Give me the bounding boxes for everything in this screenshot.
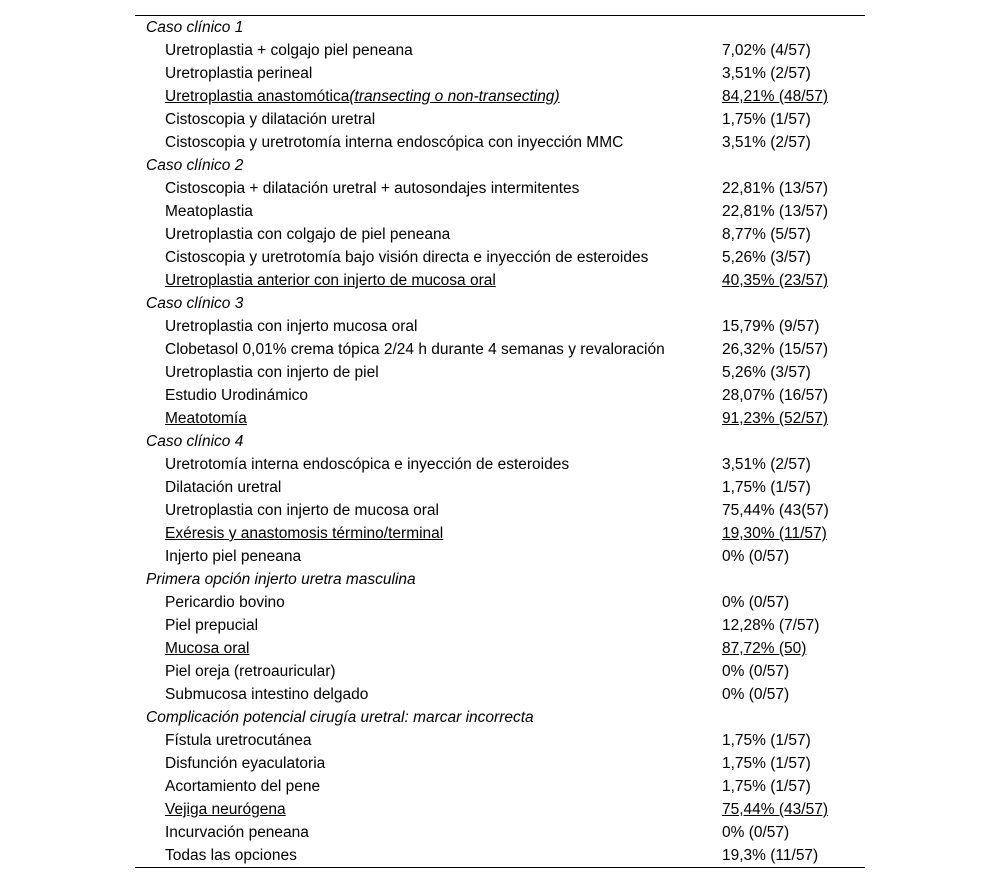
option-label xyxy=(165,315,417,338)
table-row xyxy=(135,591,865,614)
table-row xyxy=(135,177,865,200)
option-text: Uretrotomía interna endoscópica e inyección de esteroides xyxy=(165,456,570,473)
option-percentage: 3,51% (2/57) xyxy=(722,134,811,151)
option-label xyxy=(165,660,336,683)
option-label xyxy=(165,39,413,62)
option-percentage: 84,21% (48/57) xyxy=(722,88,828,105)
option-percentage: 19,30% (11/57) xyxy=(722,525,827,542)
table-row xyxy=(135,821,865,844)
option-text: Piel prepucial xyxy=(165,617,259,634)
option-percentage: 1,75% (1/57) xyxy=(722,479,811,496)
option-percentage: 0% (0/57) xyxy=(722,686,790,703)
option-text: Uretroplastia con injerto mucosa oral xyxy=(165,318,418,335)
option-label xyxy=(165,821,309,844)
option-text: Todas las opciones xyxy=(165,847,297,864)
option-text: Injerto piel peneana xyxy=(165,548,302,565)
table-row xyxy=(135,39,865,62)
option-text: Dilatación uretral xyxy=(165,479,282,496)
option-percentage: 3,51% (2/57) xyxy=(722,65,811,82)
option-label xyxy=(165,269,496,292)
section-header: Caso clínico 4 xyxy=(146,433,244,450)
option-text: Piel oreja (retroauricular) xyxy=(165,663,336,680)
option-percentage: 22,81% (13/57) xyxy=(722,180,828,197)
option-label xyxy=(165,522,443,545)
option-percentage: 0% (0/57) xyxy=(722,594,790,611)
option-percentage: 26,32% (15/57) xyxy=(722,341,828,358)
option-percentage: 7,02% (4/57) xyxy=(722,42,811,59)
option-label xyxy=(165,338,665,361)
option-text: Meatoplastia xyxy=(165,203,253,220)
option-percentage: 1,75% (1/57) xyxy=(722,755,811,772)
option-text: Disfunción eyaculatoria xyxy=(165,755,326,772)
option-text: Cistoscopia y dilatación uretral xyxy=(165,111,376,128)
option-percentage: 0% (0/57) xyxy=(722,548,790,565)
option-percentage: 12,28% (7/57) xyxy=(722,617,820,634)
option-percentage: 1,75% (1/57) xyxy=(722,732,811,749)
option-label xyxy=(165,177,579,200)
table-row xyxy=(135,384,865,407)
option-text: Fístula uretrocutánea xyxy=(165,732,312,749)
table-row xyxy=(135,522,865,545)
option-label xyxy=(165,591,285,614)
option-label xyxy=(165,246,648,269)
option-label xyxy=(165,407,247,430)
option-percentage: 15,79% (9/57) xyxy=(722,318,820,335)
option-text: Estudio Urodinámico xyxy=(165,387,309,404)
option-percentage: 8,77% (5/57) xyxy=(722,226,811,243)
table-row xyxy=(135,752,865,775)
option-percentage: 1,75% (1/57) xyxy=(722,111,811,128)
option-percentage: 28,07% (16/57) xyxy=(722,387,828,404)
table-row xyxy=(135,614,865,637)
option-text: Cistoscopia y uretrotomía bajo visión directa e inyección de esteroides xyxy=(165,249,649,266)
section-header: Caso clínico 1 xyxy=(146,19,244,36)
option-text: Meatotomía xyxy=(165,410,247,427)
option-text: Uretroplastia anterior con injerto de mucosa oral xyxy=(165,272,496,289)
table-row xyxy=(135,108,865,131)
table-row xyxy=(135,269,865,292)
option-percentage: 5,26% (3/57) xyxy=(722,364,811,381)
option-text: Vejiga neurógena xyxy=(165,801,286,818)
option-label xyxy=(165,729,311,752)
option-text: Uretroplastia + colgajo piel peneana xyxy=(165,42,413,59)
table-row xyxy=(135,131,865,154)
option-label xyxy=(165,844,297,867)
table-row xyxy=(135,223,865,246)
table-row xyxy=(135,798,865,821)
option-label xyxy=(165,476,281,499)
table-row xyxy=(135,453,865,476)
table-row xyxy=(135,683,865,706)
option-text: Uretroplastia con injerto de mucosa oral xyxy=(165,502,439,519)
option-text: Cistoscopia y uretrotomía interna endoscópica con inyección MMC xyxy=(165,134,624,151)
option-text: Submucosa intestino delgado xyxy=(165,686,369,703)
option-percentage: 75,44% (43(57) xyxy=(722,502,829,519)
option-label xyxy=(165,614,258,637)
option-label xyxy=(165,131,623,154)
table-row xyxy=(135,545,865,568)
option-label xyxy=(165,384,308,407)
table-row xyxy=(135,499,865,522)
option-percentage: 91,23% (52/57) xyxy=(722,410,828,427)
option-label xyxy=(165,798,286,821)
table-row xyxy=(135,361,865,384)
option-percentage: 40,35% (23/57) xyxy=(722,272,828,289)
option-text: Pericardio bovino xyxy=(165,594,285,611)
table-row xyxy=(135,844,865,867)
section-header: Primera opción injerto uretra masculina xyxy=(146,571,416,588)
table-row xyxy=(135,200,865,223)
option-label xyxy=(165,545,301,568)
table-row xyxy=(135,660,865,683)
option-label xyxy=(165,752,325,775)
table-row xyxy=(135,62,865,85)
option-percentage: 0% (0/57) xyxy=(722,824,790,841)
option-label xyxy=(165,637,249,660)
results-table xyxy=(135,15,865,868)
table-row xyxy=(135,246,865,269)
option-text: Clobetasol 0,01% crema tópica 2/24 h durante 4 semanas y revaloración xyxy=(165,341,665,358)
option-percentage: 0% (0/57) xyxy=(722,663,790,680)
option-label xyxy=(165,683,368,706)
option-label xyxy=(165,200,253,223)
table-row xyxy=(135,315,865,338)
option-label xyxy=(165,499,439,522)
option-label xyxy=(165,85,560,108)
table-row xyxy=(135,476,865,499)
option-label xyxy=(165,108,375,131)
option-text: Cistoscopia + dilatación uretral + autosondajes intermitentes xyxy=(165,180,580,197)
option-label xyxy=(165,361,379,384)
option-text: Uretroplastia con colgajo de piel peneana xyxy=(165,226,451,243)
option-percentage: 1,75% (1/57) xyxy=(722,778,811,795)
option-label xyxy=(165,775,320,798)
option-text: Acortamiento del pene xyxy=(165,778,321,795)
option-text: Mucosa oral xyxy=(165,640,250,657)
section-header: Caso clínico 3 xyxy=(146,295,244,312)
table-row xyxy=(135,85,865,108)
table-row xyxy=(135,637,865,660)
option-percentage: 87,72% (50) xyxy=(722,640,807,657)
section-header: Caso clínico 2 xyxy=(146,157,244,174)
option-text: Uretroplastia perineal xyxy=(165,65,313,82)
table-row xyxy=(135,775,865,798)
option-label xyxy=(165,62,312,85)
option-text: Exéresis y anastomosis término/terminal xyxy=(165,525,444,542)
option-percentage: 5,26% (3/57) xyxy=(722,249,811,266)
option-text: Incurvación peneana xyxy=(165,824,309,841)
option-percentage: 75,44% (43/57) xyxy=(722,801,828,818)
table-row xyxy=(135,338,865,361)
option-note: (transecting o non-transecting) xyxy=(349,88,560,105)
option-percentage: 3,51% (2/57) xyxy=(722,456,811,473)
option-label xyxy=(165,223,450,246)
option-percentage: 22,81% (13/57) xyxy=(722,203,828,220)
table-row xyxy=(135,407,865,430)
option-text: Uretroplastia con injerto de piel xyxy=(165,364,379,381)
option-percentage: 19,3% (11/57) xyxy=(722,847,819,864)
section-header: Complicación potencial cirugía uretral: marcar incorrecta xyxy=(146,709,534,726)
option-label xyxy=(165,453,569,476)
option-text: Uretroplastia anastomótica xyxy=(165,88,350,105)
table-row xyxy=(135,729,865,752)
